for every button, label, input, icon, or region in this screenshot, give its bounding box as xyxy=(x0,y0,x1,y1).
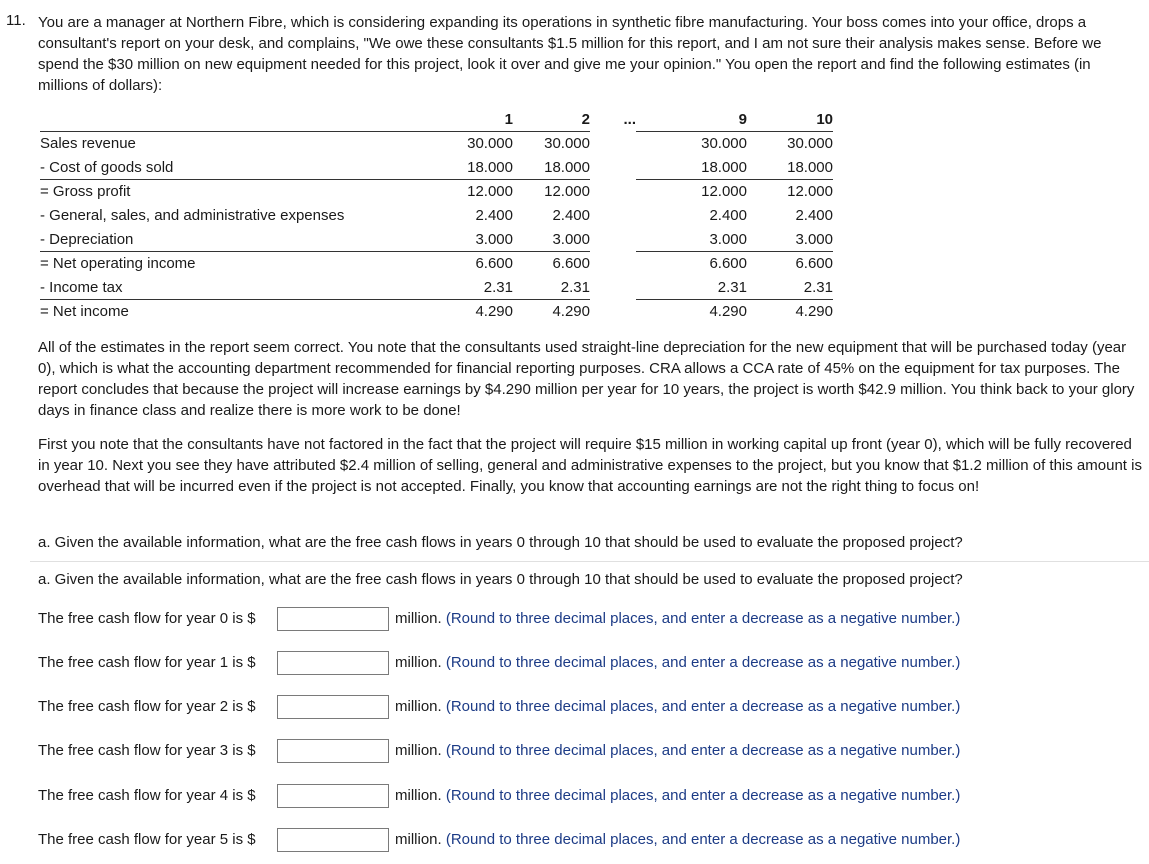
row-label: - General, sales, and administrative expenses xyxy=(40,204,413,228)
fcf-label: The free cash flow for year 1 is $ xyxy=(38,654,256,671)
table-header-year: 10 xyxy=(816,111,833,128)
table-header-ellipsis: ... xyxy=(623,111,636,129)
row-value: 6.600 xyxy=(747,252,833,276)
row-value: 2.31 xyxy=(513,276,590,300)
table-row xyxy=(40,276,833,300)
table-row xyxy=(40,252,833,276)
ellipsis-cell xyxy=(590,252,636,276)
fcf-input-year-0[interactable] xyxy=(277,607,389,631)
row-value: 12.000 xyxy=(413,180,513,204)
unit-text: million. xyxy=(395,787,442,804)
fcf-input-year-3[interactable] xyxy=(277,739,389,763)
row-value: 18.000 xyxy=(413,156,513,180)
fcf-input-year-4[interactable] xyxy=(277,784,389,808)
row-value: 4.290 xyxy=(413,300,513,324)
fcf-hint: (Round to three decimal places, and enter a decrease as a negative number.) xyxy=(445,610,961,627)
fcf-hint: (Round to three decimal places, and enter a decrease as a negative number.) xyxy=(445,787,961,804)
ellipsis-cell xyxy=(590,228,636,252)
unit-text: million. xyxy=(395,610,442,627)
paragraph-working-capital: First you note that the consultants have not factored in the fact that the project will require $15 million in working capital up front (year 0), which will be fully recovered in year 10. Next you see they have attributed $2.4 million of selling, general and administrative expenses to the project, but you know that $1.2 million of this amount is overhead that will be incurred even if the project is not accepted. Finally, you know that accounting earnings are not the right thing to focus on! xyxy=(38,436,1142,495)
table-row xyxy=(40,156,833,180)
table-header-year: 2 xyxy=(581,111,590,128)
row-value: 30.000 xyxy=(413,132,513,156)
table-header-year: 9 xyxy=(738,111,747,128)
row-label: = Net operating income xyxy=(40,252,413,276)
row-value: 2.400 xyxy=(747,204,833,228)
row-value: 6.600 xyxy=(413,252,513,276)
row-value: 3.000 xyxy=(636,228,747,252)
fcf-input-year-2[interactable] xyxy=(277,695,389,719)
fcf-unit xyxy=(395,610,960,627)
ellipsis-cell xyxy=(590,156,636,180)
income-statement-table xyxy=(40,108,833,324)
fcf-hint: (Round to three decimal places, and enter a decrease as a negative number.) xyxy=(445,742,961,759)
row-value: 6.600 xyxy=(513,252,590,276)
row-value: 12.000 xyxy=(747,180,833,204)
fcf-hint: (Round to three decimal places, and enter a decrease as a negative number.) xyxy=(445,698,961,715)
row-label: Sales revenue xyxy=(40,132,413,156)
question-number: 11. xyxy=(6,12,26,29)
row-value: 2.31 xyxy=(636,276,747,300)
part-a-question-repeat: a. Given the available information, what are the free cash flows in years 0 through 10 that should be used to evaluate the proposed project? xyxy=(38,571,963,588)
fcf-hint: (Round to three decimal places, and enter a decrease as a negative number.) xyxy=(445,654,961,671)
row-value: 4.290 xyxy=(513,300,590,324)
row-value: 18.000 xyxy=(513,156,590,180)
row-value: 2.400 xyxy=(513,204,590,228)
table-header-year: 1 xyxy=(504,111,513,128)
row-label: = Net income xyxy=(40,300,413,324)
fcf-unit xyxy=(395,787,960,804)
row-value: 3.000 xyxy=(413,228,513,252)
row-value: 3.000 xyxy=(513,228,590,252)
fcf-input-year-5[interactable] xyxy=(277,828,389,852)
table-row xyxy=(40,228,833,252)
row-label: - Income tax xyxy=(40,276,413,300)
table-header-row xyxy=(40,108,833,132)
row-value: 6.600 xyxy=(636,252,747,276)
row-value: 18.000 xyxy=(636,156,747,180)
fcf-input-year-1[interactable] xyxy=(277,651,389,675)
table-row xyxy=(40,132,833,156)
fcf-unit xyxy=(395,654,960,671)
fcf-label: The free cash flow for year 3 is $ xyxy=(38,742,256,759)
section-divider xyxy=(30,561,1149,562)
fcf-unit xyxy=(395,742,960,759)
row-value: 2.31 xyxy=(413,276,513,300)
table-row xyxy=(40,204,833,228)
fcf-label: The free cash flow for year 2 is $ xyxy=(38,698,256,715)
ellipsis-cell xyxy=(590,132,636,156)
fcf-hint: (Round to three decimal places, and enter a decrease as a negative number.) xyxy=(445,831,961,848)
row-label: = Gross profit xyxy=(40,180,413,204)
unit-text: million. xyxy=(395,742,442,759)
unit-text: million. xyxy=(395,654,442,671)
row-label: - Cost of goods sold xyxy=(40,156,413,180)
table-row xyxy=(40,180,833,204)
fcf-unit xyxy=(395,831,960,848)
row-value: 2.31 xyxy=(747,276,833,300)
table-header-blank xyxy=(40,108,413,132)
unit-text: million. xyxy=(395,698,442,715)
fcf-label: The free cash flow for year 0 is $ xyxy=(38,610,256,627)
part-a-question: a. Given the available information, what are the free cash flows in years 0 through 10 that should be used to evaluate the proposed project? xyxy=(38,534,963,551)
row-value: 18.000 xyxy=(747,156,833,180)
unit-text: million. xyxy=(395,831,442,848)
row-value: 12.000 xyxy=(636,180,747,204)
row-value: 30.000 xyxy=(747,132,833,156)
ellipsis-cell xyxy=(590,180,636,204)
ellipsis-cell xyxy=(590,204,636,228)
fcf-label: The free cash flow for year 5 is $ xyxy=(38,831,256,848)
row-label: - Depreciation xyxy=(40,228,413,252)
row-value: 12.000 xyxy=(513,180,590,204)
row-value: 4.290 xyxy=(747,300,833,324)
row-value: 2.400 xyxy=(413,204,513,228)
question-intro: You are a manager at Northern Fibre, which is considering expanding its operations in synthetic fibre manufacturing. Your boss comes into your office, drops a consultant's report on your desk, and complains, "We owe these consultants $1.5 million for this report, and I am not sure their analysis makes sense. Before we spend the $30 million on new equipment needed for this project, look it over and give me your opinion." You open the report and find the following estimates (in millions of dollars): xyxy=(38,14,1102,94)
row-value: 30.000 xyxy=(636,132,747,156)
table-row xyxy=(40,300,833,324)
row-value: 3.000 xyxy=(747,228,833,252)
row-value: 4.290 xyxy=(636,300,747,324)
fcf-label: The free cash flow for year 4 is $ xyxy=(38,787,256,804)
row-value: 2.400 xyxy=(636,204,747,228)
row-value: 30.000 xyxy=(513,132,590,156)
ellipsis-cell xyxy=(590,300,636,324)
fcf-unit xyxy=(395,698,960,715)
paragraph-depreciation: All of the estimates in the report seem correct. You note that the consultants used straight-line depreciation for the new equipment that will be purchased today (year 0), which is what the accounting department recommended for financial reporting purposes. CRA allows a CCA rate of 45% on the equipment for tax purposes. The report concludes that because the project will increase earnings by $4.290 million per year for 10 years, the project is worth $42.9 million. You think back to your glory days in finance class and realize there is more work to be done! xyxy=(38,339,1135,419)
ellipsis-cell xyxy=(590,276,636,300)
